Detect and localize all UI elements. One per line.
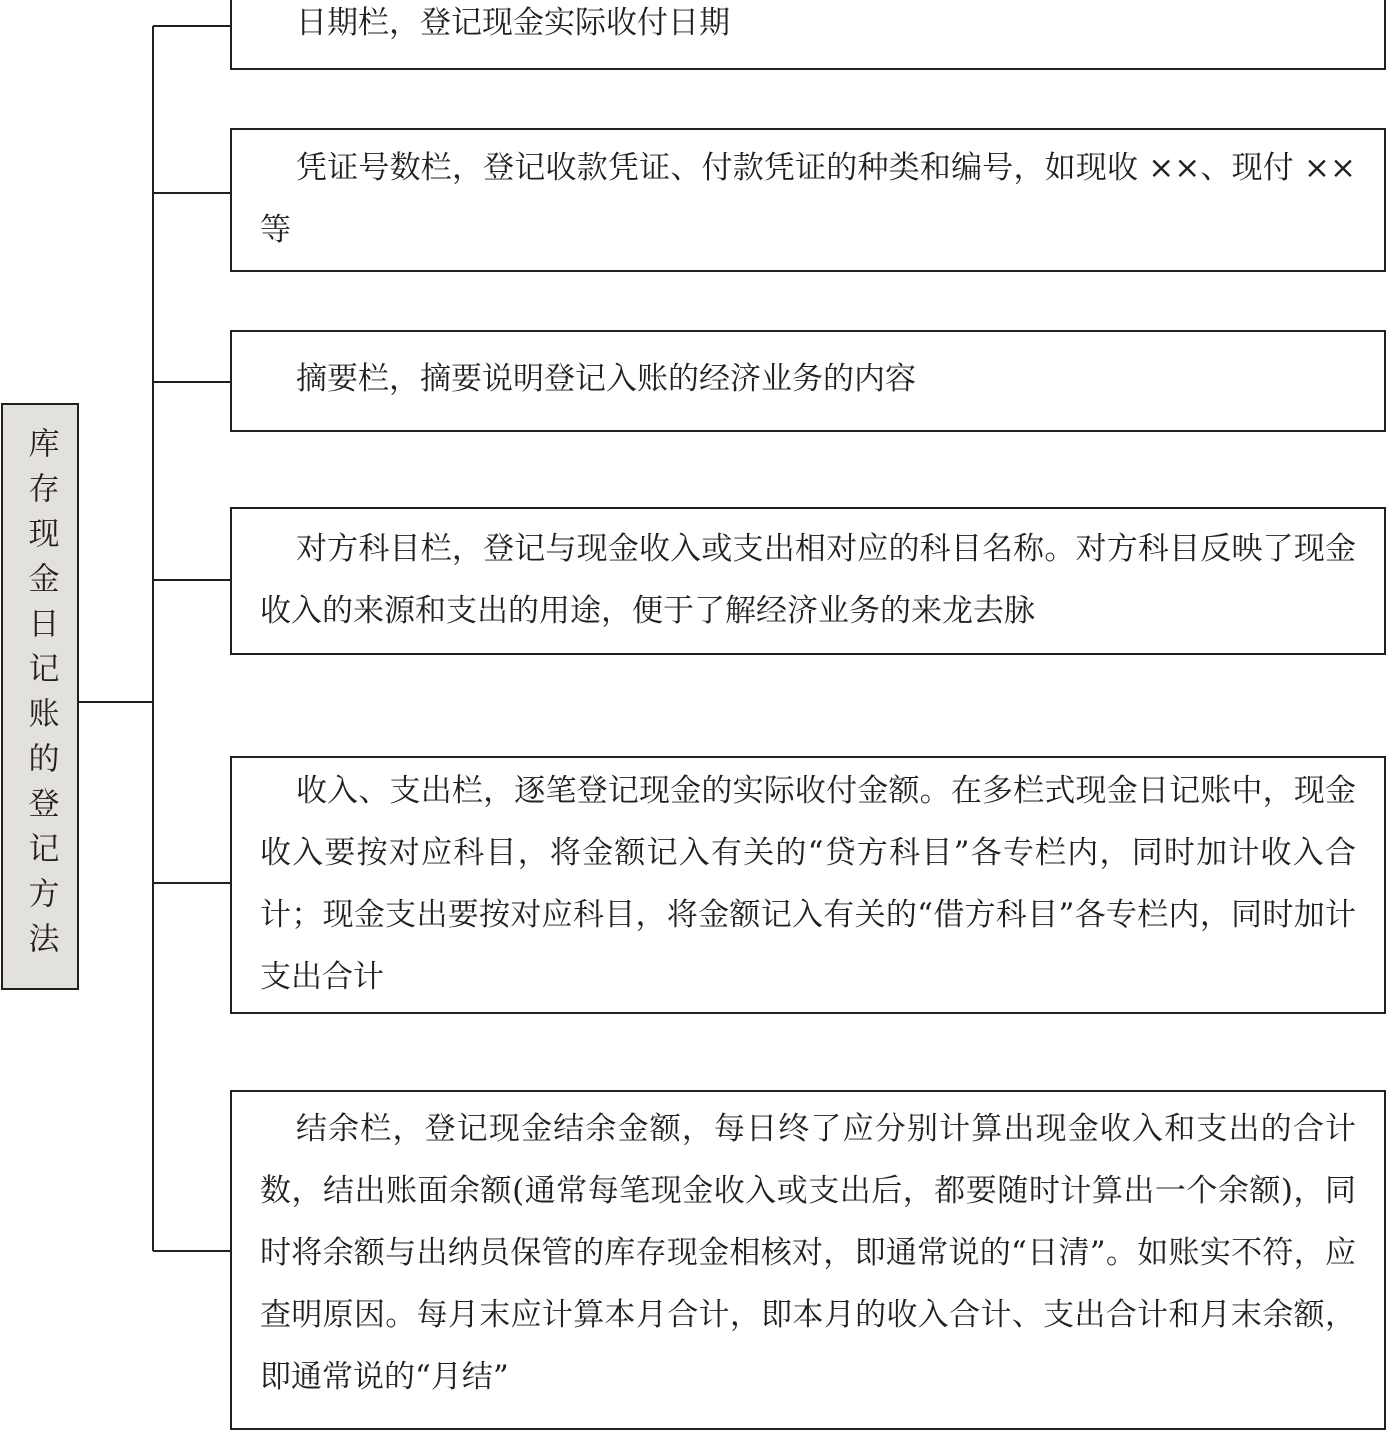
root-label: 库存现金日记账的登记方法 (22, 426, 59, 967)
branch-text: 结余栏，登记现金结余金额，每日终了应分别计算出现金收入和支出的合计数，结出账面余额(通常每笔现金收入或支出后，都要随时计算出一个余额)，同时将余额与出纳员保管的库存现金相核对，即通常说的“日清”。如账实不符，应查明原因。每月末应计算本月合计，即本月的收入合计、支出合计和月末余额，即通常说的“月结” (260, 1111, 1356, 1395)
branch-node-balance-column (230, 1090, 1386, 1430)
root-node (1, 403, 79, 990)
branch-text: 对方科目栏，登记与现金收入或支出相对应的科目名称。对方科目反映了现金收入的来源和支出的用途，便于了解经济业务的来龙去脉 (260, 531, 1356, 629)
branch-node-income-expense-column (230, 756, 1386, 1014)
branch-text: 凭证号数栏，登记收款凭证、付款凭证的种类和编号，如现收 ××、现付 ×× 等 (260, 150, 1356, 248)
branch-node-date-column (230, 0, 1386, 70)
branch-text: 收入、支出栏，逐笔登记现金的实际收付金额。在多栏式现金日记账中，现金收入要按对应科目，将金额记入有关的“贷方科目”各专栏内，同时加计收入合计；现金支出要按对应科目，将金额记入有关的“借方科目”各专栏内，同时加计支出合计 (260, 773, 1356, 995)
branch-node-counter-account-column (230, 507, 1386, 655)
branch-node-voucher-column (230, 128, 1386, 272)
branch-text: 日期栏，登记现金实际收付日期 (296, 5, 730, 41)
branch-text: 摘要栏，摘要说明登记入账的经济业务的内容 (296, 361, 916, 397)
branch-node-summary-column (230, 330, 1386, 432)
